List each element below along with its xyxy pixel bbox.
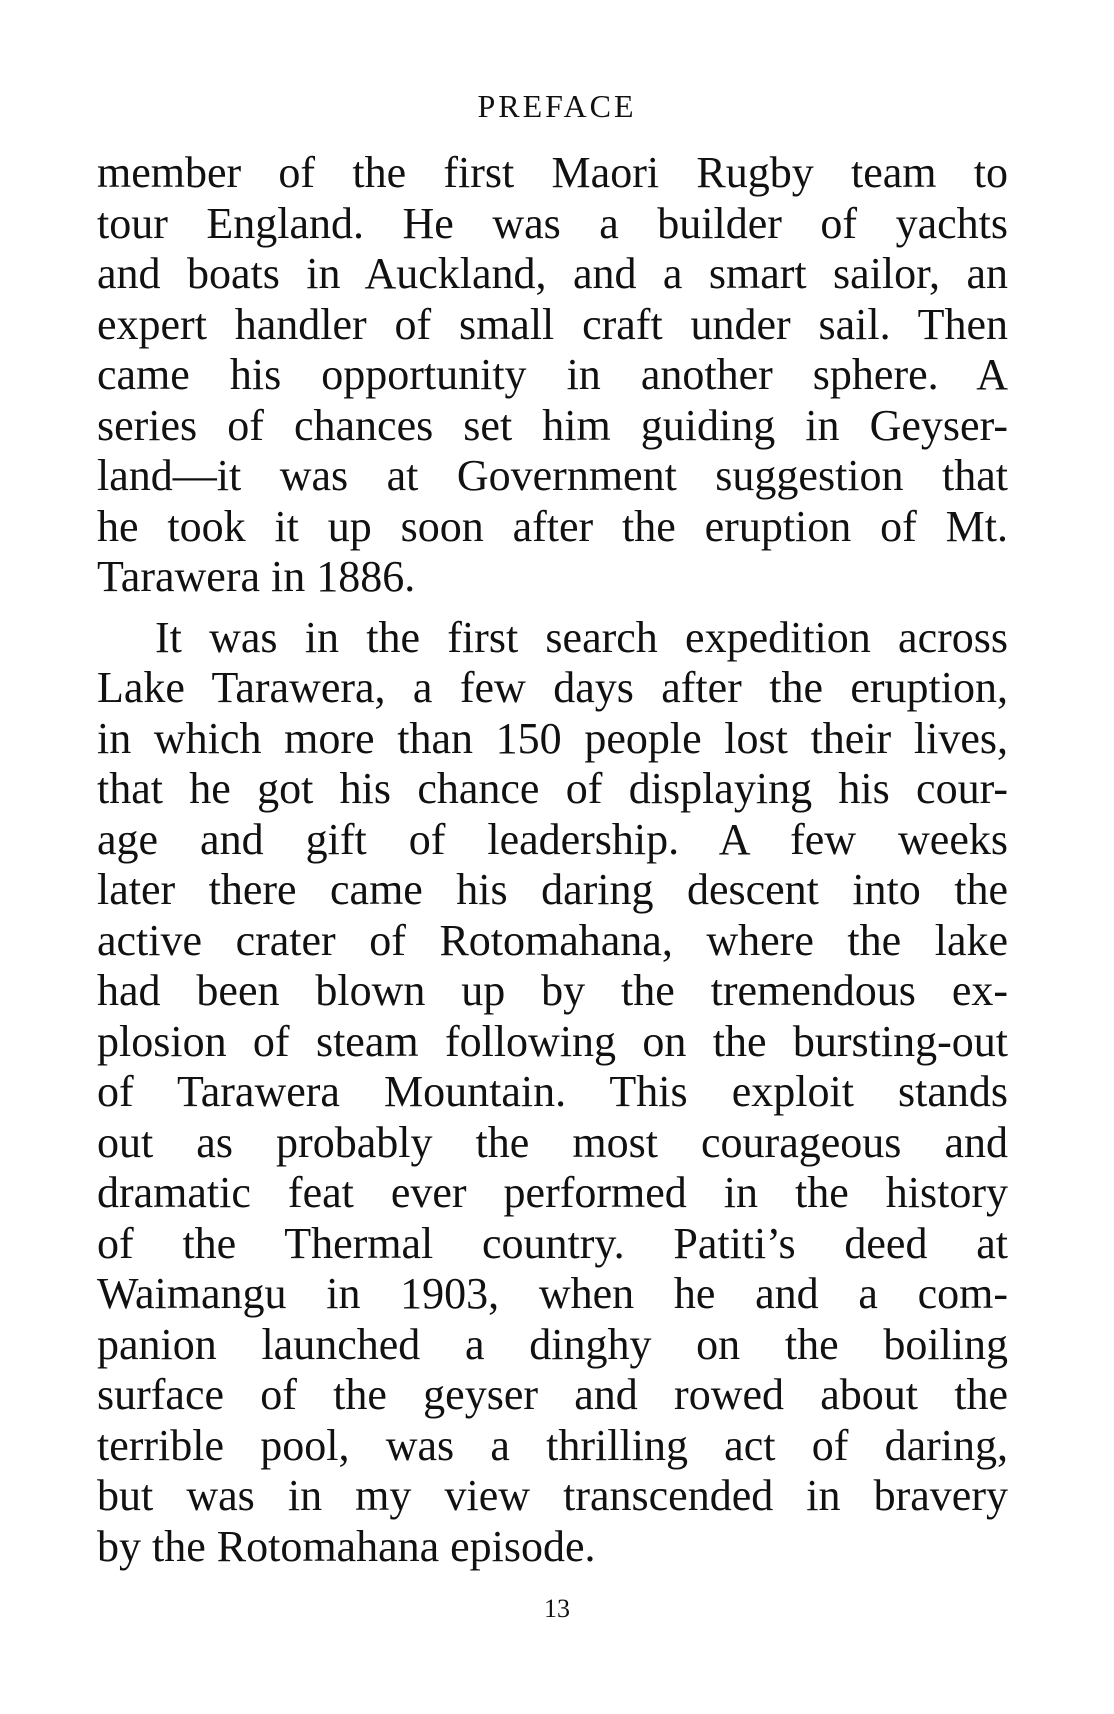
paragraph-1 [97,148,1008,603]
text-line: out as probably the most courageous and [97,1117,1008,1167]
text-line: member of the first Maori Rugby team to [97,148,1008,197]
text-line: Waimangu in 1903, when he and a com- [97,1269,1008,1318]
text-line: by the Rotomahana episode. [97,1521,596,1571]
text-line: active crater of Rotomahana, where the lake [97,915,1008,965]
text-line: later there came his daring descent into the [97,865,1008,914]
text-line: plosion of steam following on the bursting-out [97,1016,1008,1066]
text-line: It was in the first search expedition across [155,612,1008,662]
text-line: series of chances set him guiding in Geyser- [97,400,1008,450]
text-line: of the Thermal country. Patiti’s deed at [97,1218,1008,1268]
text-line: surface of the geyser and rowed about the [97,1370,1008,1419]
running-head: PREFACE [477,88,637,124]
text-line: panion launched a dinghy on the boiling [97,1319,1008,1369]
text-line: Lake Tarawera, a few days after the eruption, [97,663,1008,712]
body-text [97,148,1008,1572]
text-line: and boats in Auckland, and a smart sailor, an [97,249,1008,298]
text-line: terrible pool, was a thrilling act of daring, [97,1420,1008,1470]
text-line: age and gift of leadership. A few weeks [97,814,1008,864]
paragraph-2 [97,613,1008,1573]
page-number: 13 [544,1594,570,1623]
text-line: tour England. He was a builder of yachts [97,198,1008,248]
text-line: of Tarawera Mountain. This exploit stands [97,1067,1008,1116]
text-line: he took it up soon after the eruption of Mt. [97,501,1008,551]
text-line: had been blown up by the tremendous ex- [97,966,1008,1015]
text-line: expert handler of small craft under sail. Then [97,299,1008,349]
text-line: but was in my view transcended in bravery [97,1471,1008,1520]
text-line: land—it was at Government suggestion that [97,451,1008,500]
text-line: Tarawera in 1886. [97,552,416,601]
text-line: came his opportunity in another sphere. A [97,350,1008,399]
text-line: that he got his chance of displaying his cour- [97,764,1008,813]
text-line: in which more than 150 people lost their lives, [97,713,1008,763]
text-line: dramatic feat ever performed in the history [97,1168,1008,1217]
